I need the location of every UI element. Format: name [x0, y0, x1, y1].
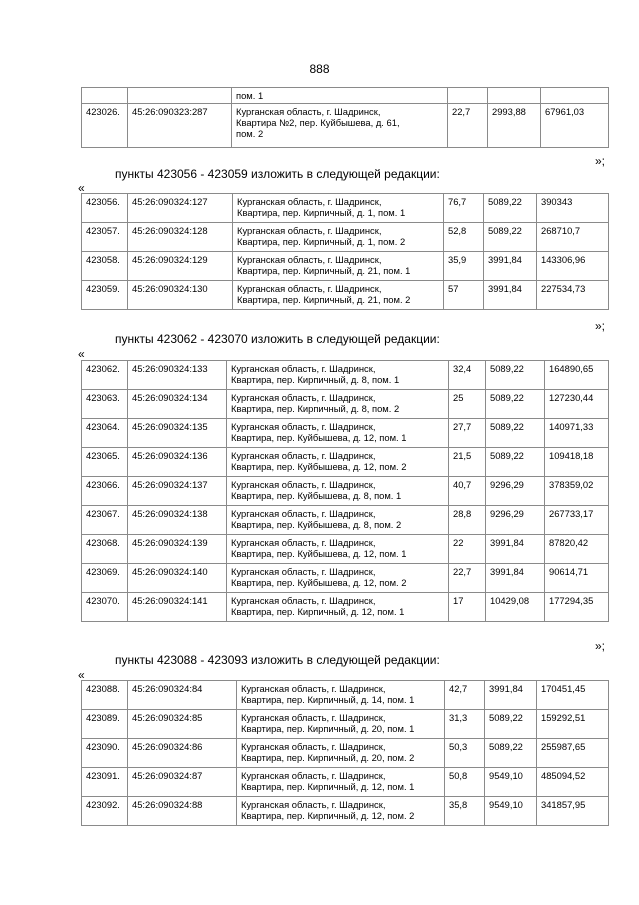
cadastral-number-cell: 45:26:090324:137 — [128, 477, 227, 506]
area-cell: 52,8 — [444, 223, 484, 252]
address-cell: Курганская область, г. Шадринск, Квартира, пер. Куйбышева, д. 12, пом. 1 — [227, 419, 449, 448]
value-cell: 159292,51 — [537, 710, 609, 739]
item-number-cell — [82, 88, 128, 104]
section-heading-1: пункты 423056 - 423059 изложить в следующей редакции: — [115, 167, 440, 181]
cadastral-number-cell: 45:26:090324:84 — [128, 681, 237, 710]
rate-cell: 5089,22 — [486, 448, 545, 477]
rate-cell: 9296,29 — [486, 477, 545, 506]
area-cell: 40,7 — [449, 477, 486, 506]
cadastral-number-cell: 45:26:090324:85 — [128, 710, 237, 739]
value-cell: 90614,71 — [545, 564, 609, 593]
table-row — [82, 739, 609, 768]
cadastral-number-cell: 45:26:090324:88 — [128, 797, 237, 826]
table-row — [82, 681, 609, 710]
value-cell — [541, 88, 609, 104]
value-cell: 390343 — [537, 194, 609, 223]
rate-cell: 3991,84 — [484, 281, 537, 310]
address-cell: Курганская область, г. Шадринск, Квартира, пер. Кирпичный, д. 20, пом. 2 — [237, 739, 445, 768]
cadastral-number-cell: 45:26:090324:86 — [128, 739, 237, 768]
item-number-cell: 423068. — [82, 535, 128, 564]
cadastral-number-cell: 45:26:090324:130 — [128, 281, 233, 310]
address-cell: Курганская область, г. Шадринск, Квартира, пер. Кирпичный, д. 8, пом. 1 — [227, 361, 449, 390]
item-number-cell: 423062. — [82, 361, 128, 390]
table-row — [82, 710, 609, 739]
register-table-continued — [81, 87, 609, 148]
area-cell: 22 — [449, 535, 486, 564]
rate-cell: 9549,10 — [485, 768, 537, 797]
cadastral-number-cell: 45:26:090324:133 — [128, 361, 227, 390]
item-number-cell: 423091. — [82, 768, 128, 797]
area-cell: 50,8 — [445, 768, 485, 797]
rate-cell: 5089,22 — [484, 194, 537, 223]
table-row — [82, 535, 609, 564]
area-cell: 57 — [444, 281, 484, 310]
address-cell: пом. 1 — [232, 88, 448, 104]
cadastral-number-cell: 45:26:090323:287 — [128, 104, 232, 148]
cadastral-number-cell: 45:26:090324:134 — [128, 390, 227, 419]
register-table-1 — [81, 193, 609, 310]
cadastral-number-cell: 45:26:090324:139 — [128, 535, 227, 564]
address-cell: Курганская область, г. Шадринск, Квартира №2, пер. Куйбышева, д. 61, пом. 2 — [232, 104, 448, 148]
rate-cell: 5089,22 — [484, 223, 537, 252]
table-row — [82, 419, 609, 448]
rate-cell: 3991,84 — [486, 564, 545, 593]
table-row — [82, 88, 609, 104]
item-number-cell: 423070. — [82, 593, 128, 622]
area-cell: 76,7 — [444, 194, 484, 223]
area-cell: 32,4 — [449, 361, 486, 390]
table-row — [82, 390, 609, 419]
address-cell: Курганская область, г. Шадринск, Квартира, пер. Кирпичный, д. 1, пом. 1 — [233, 194, 444, 223]
area-cell: 27,7 — [449, 419, 486, 448]
item-number-cell: 423063. — [82, 390, 128, 419]
table-row — [82, 477, 609, 506]
value-cell: 485094,52 — [537, 768, 609, 797]
rate-cell: 2993,88 — [488, 104, 541, 148]
rate-cell: 3991,84 — [484, 252, 537, 281]
value-cell: 109418,18 — [545, 448, 609, 477]
table-row — [82, 593, 609, 622]
item-number-cell: 423056. — [82, 194, 128, 223]
table-row — [82, 361, 609, 390]
register-table-3 — [81, 680, 609, 826]
rate-cell: 5089,22 — [486, 419, 545, 448]
cadastral-number-cell: 45:26:090324:129 — [128, 252, 233, 281]
table-row — [82, 194, 609, 223]
section-heading-2: пункты 423062 - 423070 изложить в следующей редакции: — [115, 332, 440, 346]
item-number-cell: 423092. — [82, 797, 128, 826]
address-cell: Курганская область, г. Шадринск, Квартира, пер. Куйбышева, д. 8, пом. 1 — [227, 477, 449, 506]
value-cell: 67961,03 — [541, 104, 609, 148]
item-number-cell: 423067. — [82, 506, 128, 535]
item-number-cell: 423058. — [82, 252, 128, 281]
item-number-cell: 423088. — [82, 681, 128, 710]
value-cell: 227534,73 — [537, 281, 609, 310]
value-cell: 87820,42 — [545, 535, 609, 564]
address-cell: Курганская область, г. Шадринск, Квартира, пер. Куйбышева, д. 12, пом. 1 — [227, 535, 449, 564]
cadastral-number-cell: 45:26:090324:87 — [128, 768, 237, 797]
area-cell: 22,7 — [449, 564, 486, 593]
table-row — [82, 564, 609, 593]
rate-cell — [488, 88, 541, 104]
address-cell: Курганская область, г. Шадринск, Квартира, пер. Кирпичный, д. 1, пом. 2 — [233, 223, 444, 252]
table-row — [82, 223, 609, 252]
cadastral-number-cell: 45:26:090324:141 — [128, 593, 227, 622]
item-number-cell: 423057. — [82, 223, 128, 252]
value-cell: 268710,7 — [537, 223, 609, 252]
value-cell: 267733,17 — [545, 506, 609, 535]
item-number-cell: 423059. — [82, 281, 128, 310]
item-number-cell: 423065. — [82, 448, 128, 477]
page-number: 888 — [309, 62, 330, 76]
area-cell: 31,3 — [445, 710, 485, 739]
value-cell: 378359,02 — [545, 477, 609, 506]
address-cell: Курганская область, г. Шадринск, Квартира, пер. Кирпичный, д. 12, пом. 1 — [237, 768, 445, 797]
cadastral-number-cell: 45:26:090324:135 — [128, 419, 227, 448]
item-number-cell: 423069. — [82, 564, 128, 593]
opening-quote-1: « — [78, 181, 85, 195]
item-number-cell: 423064. — [82, 419, 128, 448]
address-cell: Курганская область, г. Шадринск, Квартира, пер. Куйбышева, д. 8, пом. 2 — [227, 506, 449, 535]
address-cell: Курганская область, г. Шадринск, Квартира, пер. Кирпичный, д. 14, пом. 1 — [237, 681, 445, 710]
rate-cell: 5089,22 — [485, 739, 537, 768]
rate-cell: 10429,08 — [486, 593, 545, 622]
cadastral-number-cell: 45:26:090324:127 — [128, 194, 233, 223]
closing-quote-1: »; — [594, 154, 605, 168]
table-row — [82, 506, 609, 535]
area-cell: 35,8 — [445, 797, 485, 826]
rate-cell: 9296,29 — [486, 506, 545, 535]
area-cell: 21,5 — [449, 448, 486, 477]
address-cell: Курганская область, г. Шадринск, Квартира, пер. Куйбышева, д. 12, пом. 2 — [227, 448, 449, 477]
section-heading-3: пункты 423088 - 423093 изложить в следующей редакции: — [115, 653, 440, 667]
register-table-2 — [81, 360, 609, 622]
rate-cell: 5089,22 — [485, 710, 537, 739]
opening-quote-2: « — [78, 347, 85, 361]
opening-quote-3: « — [78, 668, 85, 682]
value-cell: 140971,33 — [545, 419, 609, 448]
rate-cell: 3991,84 — [485, 681, 537, 710]
value-cell: 143306,96 — [537, 252, 609, 281]
cadastral-number-cell: 45:26:090324:140 — [128, 564, 227, 593]
area-cell: 25 — [449, 390, 486, 419]
closing-quote-2: »; — [594, 319, 605, 333]
value-cell: 255987,65 — [537, 739, 609, 768]
cadastral-number-cell: 45:26:090324:128 — [128, 223, 233, 252]
value-cell: 341857,95 — [537, 797, 609, 826]
rate-cell: 5089,22 — [486, 361, 545, 390]
area-cell: 50,3 — [445, 739, 485, 768]
table-row — [82, 797, 609, 826]
address-cell: Курганская область, г. Шадринск, Квартира, пер. Кирпичный, д. 20, пом. 1 — [237, 710, 445, 739]
item-number-cell: 423090. — [82, 739, 128, 768]
table-row — [82, 448, 609, 477]
table-row — [82, 104, 609, 148]
item-number-cell: 423026. — [82, 104, 128, 148]
address-cell: Курганская область, г. Шадринск, Квартира, пер. Кирпичный, д. 12, пом. 1 — [227, 593, 449, 622]
address-cell: Курганская область, г. Шадринск, Квартира, пер. Кирпичный, д. 21, пом. 2 — [233, 281, 444, 310]
table-row — [82, 252, 609, 281]
area-cell: 35,9 — [444, 252, 484, 281]
value-cell: 170451,45 — [537, 681, 609, 710]
closing-quote-3: »; — [594, 639, 605, 653]
address-cell: Курганская область, г. Шадринск, Квартира, пер. Куйбышева, д. 12, пом. 2 — [227, 564, 449, 593]
cadastral-number-cell — [128, 88, 232, 104]
value-cell: 127230,44 — [545, 390, 609, 419]
area-cell: 17 — [449, 593, 486, 622]
rate-cell: 9549,10 — [485, 797, 537, 826]
cadastral-number-cell: 45:26:090324:138 — [128, 506, 227, 535]
item-number-cell: 423089. — [82, 710, 128, 739]
area-cell: 22,7 — [448, 104, 488, 148]
rate-cell: 5089,22 — [486, 390, 545, 419]
rate-cell: 3991,84 — [486, 535, 545, 564]
address-cell: Курганская область, г. Шадринск, Квартира, пер. Кирпичный, д. 12, пом. 2 — [237, 797, 445, 826]
table-row — [82, 768, 609, 797]
cadastral-number-cell: 45:26:090324:136 — [128, 448, 227, 477]
area-cell — [448, 88, 488, 104]
address-cell: Курганская область, г. Шадринск, Квартира, пер. Кирпичный, д. 21, пом. 1 — [233, 252, 444, 281]
item-number-cell: 423066. — [82, 477, 128, 506]
area-cell: 42,7 — [445, 681, 485, 710]
value-cell: 177294,35 — [545, 593, 609, 622]
value-cell: 164890,65 — [545, 361, 609, 390]
table-row — [82, 281, 609, 310]
area-cell: 28,8 — [449, 506, 486, 535]
address-cell: Курганская область, г. Шадринск, Квартира, пер. Кирпичный, д. 8, пом. 2 — [227, 390, 449, 419]
